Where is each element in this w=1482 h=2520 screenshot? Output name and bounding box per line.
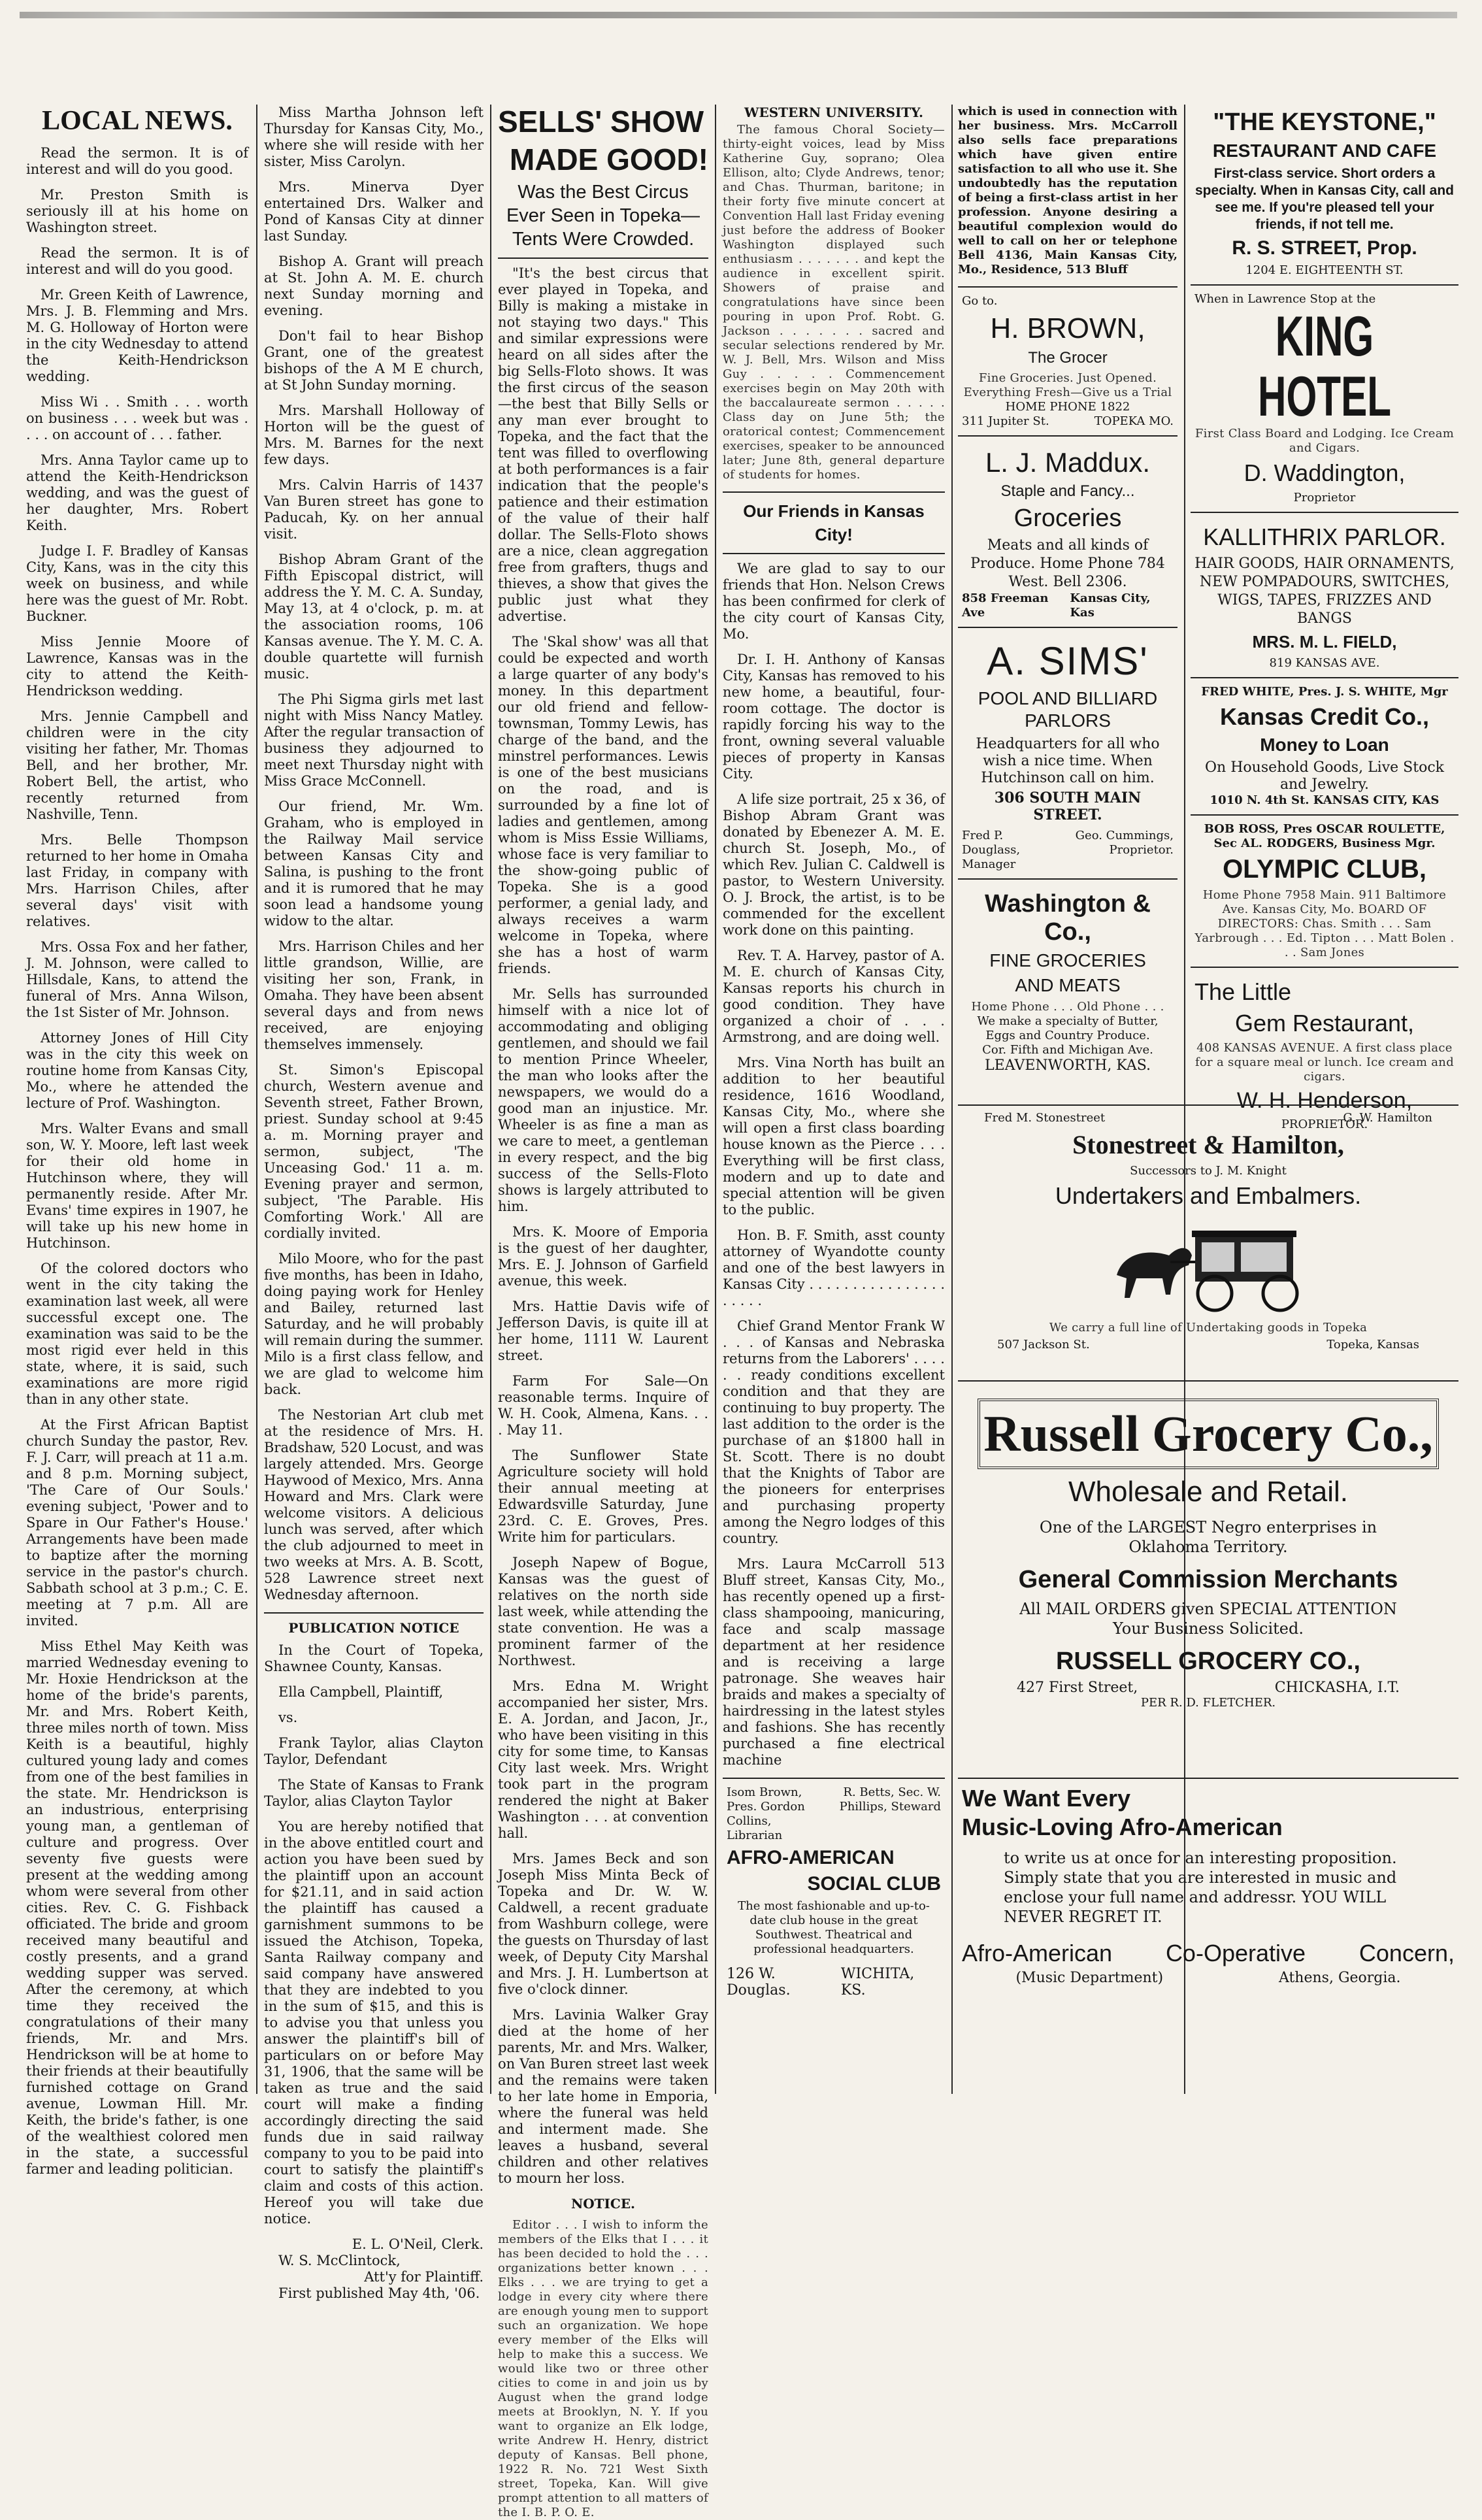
music-name-2: Co-Operative	[1165, 1940, 1306, 1966]
keystone-subtitle: RESTAURANT AND CAFE	[1212, 141, 1437, 161]
news-item: Mrs. Laura McCarroll 513 Bluff street, Kansas City, Mo., has recently opened up a first-class shampooing, manicuring, face and scalp massage department at her residence and is receiving a large patronage. She weaves hair braids and makes a specialty of hairdressing in the latest styles and fashions. She has recently purchased a fine electrical machine	[723, 1556, 945, 1768]
maddux-groceries: Groceries	[1013, 505, 1122, 532]
news-item: Of the colored doctors who went in the city taking the examination last week, all were successful except one. The examination was said to be the most rigid ever held in this state, where, it is said, such examinations are more rigid than in any other state.	[26, 1261, 248, 1407]
king-hotel-name: KING HOTEL	[1257, 305, 1392, 428]
keystone-name: "THE KEYSTONE,"	[1213, 108, 1436, 136]
keystone-proprietor: R. S. STREET, Prop.	[1232, 237, 1417, 259]
local-news-items	[26, 145, 248, 2178]
maddux-subtitle: Staple and Fancy...	[1000, 482, 1135, 500]
kallithrix-ad	[1191, 512, 1458, 677]
sims-subtitle: POOL AND BILLIARD PARLORS	[978, 688, 1158, 731]
news-item: Dr. I. H. Anthony of Kansas City, Kansas has removed to his new home, a beautiful, four-room cottage. The doctor is rapidly forcing his way to the front, owning several valuable pieces of property in Kansas City.	[723, 652, 945, 782]
olympic-description: Home Phone 7958 Main. 911 Baltimore Ave. Kansas City, Mo. BOARD OF DIRECTORS: Chas. Smith . . . Sam Yarbrough . . . Ed. Tipton . . . Matt Bolen . . . Sam Jones	[1194, 888, 1455, 959]
keystone-description: First-class service. Short orders a specialty. When in Kansas City, call and see me. If you're pleased tell your friends, if not tell me.	[1194, 166, 1454, 232]
sells-show-subheading: Was the Best Circus Ever Seen in Topeka—Tents Were Crowded.	[506, 182, 700, 250]
stonestreet-subtitle: Undertakers and Embalmers.	[1055, 1182, 1362, 1209]
credit-subtitle: Money to Loan	[1260, 735, 1389, 755]
hearse-carriage-icon	[1097, 1216, 1319, 1314]
club-name-line1: AFRO-AMERICAN	[727, 1847, 895, 1868]
russell-per: PER R. D. FLETCHER.	[1140, 1696, 1276, 1710]
notice-paragraph: In the Court of Topeka, Shawnee County, Kansas.	[264, 1642, 484, 1674]
notice-signature-attorney: W. S. McClintock,	[278, 2253, 401, 2268]
article-paragraph: Mr. Sells has surrounded himself with a nice lot of accommodating and obliging gentlemen, and should we fail to mention Prince Wheeler, the man who looks after the newspapers, we would do a good man an injustice. Mr. Wheeler is as fine a man as we care to meet, a gentleman in every respect, and the big success of the Sells-Floto shows is largely attributed to him.	[498, 986, 708, 1214]
notice-signature-role: Att'y for Plaintiff.	[364, 2269, 484, 2285]
news-item: Mrs. Jennie Campbell and children were in the city visiting her father, Mr. Thomas Bell, and her brother, Mr. Robert Bell, the artist, who recently returned from Nashville, Tenn.	[26, 708, 248, 822]
kallithrix-proprietor: MRS. M. L. FIELD,	[1252, 632, 1397, 652]
stonestreet-address: 507 Jackson St.	[997, 1338, 1090, 1351]
music-description: to write us at once for an interesting proposition. Simply state that you are interested in music and enclose your full name and addressr. YOU WILL NEVER REGRET IT.	[1004, 1849, 1397, 1926]
gem-proprietor: W. H. Henderson,	[1236, 1088, 1413, 1113]
article-paragraph: Joseph Napew of Bogue, Kansas was the guest of relatives on the north side last week, while attending the state convention. He was a prominent farmer of the Northwest.	[498, 1555, 708, 1668]
news-item: At the First African Baptist church Sunday the pastor, Rev. F. J. Carr, will preach at 11 a.m. and 8 p.m. Morning subject, 'The Care of Our Souls.' evening subject, 'Power and to Spare in Our Father's House.' Arrangements have been made to baptize after the morning service in the pastor's church. Sabbath school at 3 p.m.; C. E. meeting at 7 p.m. All are invited.	[26, 1417, 248, 1629]
kallithrix-description: HAIR GOODS, HAIR ORNAMENTS, NEW POMPADOURS, SWITCHES, WIGS, TAPES, FRIZZES AND BANGS	[1194, 555, 1455, 627]
column-two	[264, 105, 484, 2301]
washington-name: Washington & Co.,	[985, 890, 1151, 946]
russell-grocery-ad	[958, 1392, 1458, 1779]
news-item: Read the sermon. It is of interest and will do you good.	[26, 145, 248, 177]
column-rule	[951, 105, 953, 2094]
stonestreet-description: We carry a full line of Undertaking goods in Topeka	[1049, 1321, 1368, 1335]
club-address: 126 W. Douglas.	[727, 1966, 791, 1998]
club-description: The most fashionable and up-to-date club house in the great Southwest. Theatrical and professional headquarters.	[738, 1899, 930, 1956]
credit-address: 1010 N. 4th St. KANSAS CITY, KAS	[1210, 793, 1440, 807]
news-item: Mrs. Calvin Harris of 1437 Van Buren street has gone to Paducah, Ky. on her annual visit.	[264, 477, 484, 542]
washington-description: We make a specialty of Butter, Eggs and Country Produce.	[977, 1014, 1159, 1042]
news-item: Chief Grand Mentor Frank W . . . of Kansas and Nebraska returns from the Laborers' . . . . . . ready conditions excellent condition and that they are continuing to buy property. The last addition to the order is the purchase of an $1800 hall in St. Scott. There is no doubt that the Knights of Tabor are the pioneers for enterprises and purchasing property among the Negro lodges of this country.	[723, 1318, 945, 1546]
news-item: The Phi Sigma girls met last night with Miss Nancy Matley. After the regular transaction of business they adjourned to meet next Thursday night with Miss Grace McConnell.	[264, 691, 484, 789]
article-paragraph: Mrs. Edna M. Wright accompanied her sister, Mrs. E. A. Jordan, and Jacon, Jr., who have been visiting in this city for some time, to Kansas City last week. Mrs. Wright took part in the program rendered the night at Baker Washington . . . at convention hall.	[498, 1678, 708, 1841]
article-paragraph: The Sunflower State Agriculture society will hold their annual meeting at Edwardsville Saturday, June 23rd. C. E. Groves, Pres. Write him for particulars.	[498, 1448, 708, 1545]
sims-manager: Fred P. Douglass, Manager	[962, 829, 1021, 871]
news-item: Bishop Abram Grant of the Fifth Episcopal district, will address the Y. M. C. A. Sunday, May 13, at 4 o'clock, p. m. at the association rooms, 106 Kansas avenue. The Y. M. C. A. double quartette will furnish music.	[264, 552, 484, 682]
washington-sub2: AND MEATS	[1015, 975, 1121, 995]
olympic-ad	[1191, 814, 1458, 967]
music-name-1: Afro-American	[962, 1940, 1113, 1966]
sims-proprietor: Geo. Cummings, Proprietor.	[1075, 829, 1174, 857]
brown-goto: Go to.	[962, 294, 998, 308]
article-paragraph: Mrs. James Beck and son Joseph Miss Minta Beck of Topeka and Dr. W. W. Caldwell, a recent graduate from Washburn college, were the guests on Thursday of last week, of Deputy City Marshal and Mrs. J. H. Lumbertson at five o'clock dinner.	[498, 1851, 708, 1997]
notice-paragraph: The State of Kansas to Frank Taylor, alias Clayton Taylor	[264, 1777, 484, 1809]
news-item: Miss Martha Johnson left Thursday for Kansas City, Mo., where she will reside with her sister, Miss Carolyn.	[264, 105, 484, 169]
mccarroll-continued: which is used in connection with her business. Mrs. McCarroll also sells face preparations which have given entire satisfaction to all who use it. She undoubtedly has the reputation of being a first-class artist in her profession. Anyone desiring a beautiful complexion would do well to call on her or telephone Bell 4136, Main Kansas City, Mo., Residence, 513 Bluff	[958, 105, 1177, 276]
news-item: Miss Ethel May Keith was married Wednesday evening to Mr. Hoxie Hendrickson at the home of the bride's parents, Mr. and Mrs. Robert Keith, three miles north of town. Miss Keith is a beautiful, highly cultured young lady and comes from one of the best families in the state. Mr. Hendrickson is an industrious, enterprising young man, a gentleman of culture and progress. Over seventy five guests were present at the wedding among whom were several from other cities. Rev. C. G. Fishback officiated. The bride and groom received many beautiful and costly presents, and a grand wedding supper was served. After the ceremony, at which time they received the congratulations of their many friends, Mr. and Mrs. Hendrickson will be at home to their friends at their beautifully furnished cottage on Grand avenue, Lowman Hill. Mr. Keith, the bride's father, is one of the wealthiest colored men in the state, a successful farmer and leading politician.	[26, 1638, 248, 2177]
news-item: Mrs. Minerva Dyer entertained Drs. Walker and Pond of Kansas City at dinner last Sunday.	[264, 179, 484, 244]
column-rule	[256, 105, 257, 2094]
washington-phone: Home Phone . . . Old Phone . . .	[971, 1000, 1164, 1014]
article-paragraph: Farm For Sale—On reasonable terms. Inquire of W. H. Cook, Almena, Kans. . . . May 11.	[498, 1373, 708, 1438]
notice-paragraph: Ella Campbell, Plaintiff,	[278, 1684, 444, 1700]
news-item: Mrs. Marshall Holloway of Horton will be the guest of Mrs. M. Barnes for the next few days.	[264, 403, 484, 467]
brown-city: TOPEKA MO.	[1094, 414, 1174, 428]
western-university-heading: WESTERN UNIVERSITY.	[744, 105, 923, 120]
news-item: A life size portrait, 25 x 36, of Bishop Abram Grant was donated by Ebenezer A. M. E. church St. Joseph, Mo., of which Rev. Julian C. Caldwell is pastor, to Western University. O. J. Brock, the artist, is to be commended for the excellent work done on this painting.	[723, 791, 945, 938]
made-good-heading: MADE GOOD!	[509, 142, 708, 176]
king-proprietor: D. Waddington,	[1243, 459, 1406, 486]
washington-ad	[958, 878, 1177, 1080]
russell-description: One of the LARGEST Negro enterprises in Oklahoma Territory.	[1039, 1518, 1377, 1556]
kallithrix-name: KALLITHRIX PARLOR.	[1203, 523, 1446, 550]
notice-title: NOTICE.	[570, 2196, 636, 2212]
brown-description: Fine Groceries. Just Opened. Everything Fresh—Give us a Trial	[963, 371, 1172, 399]
russell-name: Russell Grocery Co.,	[978, 1399, 1439, 1469]
maddux-city: Kansas City, Kas	[1070, 591, 1151, 620]
gem-name2: Gem Restaurant,	[1234, 1010, 1415, 1036]
news-item: Rev. T. A. Harvey, pastor of A. M. E. church of Kansas City, Kansas reports his church in good condition. They have organized a choir of . . . Armstrong, and are doing well.	[723, 948, 945, 1045]
olympic-name: OLYMPIC CLUB,	[1223, 855, 1426, 884]
divider	[264, 1612, 484, 1614]
stonestreet-ad	[958, 1104, 1458, 1382]
russell-name-2: RUSSELL GROCERY CO.,	[1056, 1648, 1360, 1675]
top-edge-scan	[20, 12, 1457, 18]
news-item: Attorney Jones of Hill City was in the city this week on routine home from Kansas City, Mo., where he attended the lecture of Prof. Washington.	[26, 1030, 248, 1111]
russell-city: CHICKASHA, I.T.	[1274, 1680, 1400, 1696]
divider	[723, 553, 945, 554]
news-item: Bishop A. Grant will preach at St. John A. M. E. church next Sunday morning and evening.	[264, 254, 484, 318]
article-paragraph: Mrs. Lavinia Walker Gray died at the home of her parents, Mr. and Mrs. Walker, on Van Buren street last week and the remains were taken to her late home in Emporia, where the funeral was held and interment made. She leaves a husband, several children and other relatives to mourn her loss.	[498, 2007, 708, 2186]
news-item: We are glad to say to our friends that Hon. Nelson Crews has been confirmed for clerk of the city court of Kansas City, Mo.	[723, 561, 945, 642]
king-intro: When in Lawrence Stop at the	[1194, 292, 1376, 306]
brown-subtitle: The Grocer	[1028, 349, 1108, 367]
olympic-officers: BOB ROSS, Pres OSCAR ROULETTE, Sec AL. RODGERS, Business Mgr.	[1204, 822, 1445, 850]
sells-show-heading: SELLS' SHOW	[498, 105, 704, 139]
sims-name: A. SIMS'	[987, 639, 1149, 683]
russell-address: 427 First Street,	[1017, 1680, 1138, 1696]
column-local-news	[26, 105, 248, 2177]
washington-city: LEAVENWORTH, KAS.	[984, 1057, 1151, 1074]
stonestreet-partner-left: Fred M. Stonestreet	[984, 1111, 1106, 1125]
gem-description: 408 KANSAS AVENUE. A first class place for a square meal or lunch. Ice cream and cigars.	[1194, 1041, 1455, 1084]
maddux-ad	[958, 435, 1177, 627]
brown-phone: HOME PHONE 1822	[1005, 400, 1130, 414]
kansas-city-items	[723, 561, 945, 1768]
brown-grocer-ad	[958, 286, 1177, 435]
gem-name1: The Little	[1194, 978, 1292, 1005]
column-sells-show	[498, 105, 708, 2519]
notice-paragraph: You are hereby notified that in the above entitled court and action you have been sued by the plaintiff upon an account for $21.11, and in said action the plaintiff has caused a garnishment summons to be issued the Atchison, Topeka, Santa Railway company and said company have answered that they are indebted to you in the sum of $15, and this is to advise you that unless you answer the plaintiff's bill of particulars on or before May 31, 1906, that the same will be taken as true and the said court will make a finding accordingly directing the said funds due in said railway company to you to be paid into court to satisfy the plaintiff's claim and costs of this action. Hereof you will take due notice.	[264, 1819, 484, 2227]
column-rule	[715, 105, 716, 2094]
maddux-name: L. J. Maddux.	[985, 447, 1151, 478]
credit-ad	[1191, 677, 1458, 814]
sells-show-article	[498, 265, 708, 2187]
column-four	[723, 105, 945, 2094]
stonestreet-partner-right: G. W. Hamilton	[1343, 1111, 1432, 1125]
news-item: Judge I. F. Bradley of Kansas City, Kans, was in the city this week on business, and while here was the guest of Mr. Robt. Buckner.	[26, 543, 248, 624]
king-hotel-ad	[1191, 284, 1458, 512]
divider	[498, 257, 708, 259]
maddux-address: 858 Freeman Ave	[962, 591, 1049, 620]
local-news-heading: LOCAL NEWS.	[42, 106, 233, 136]
music-head1: We Want Every	[962, 1785, 1131, 1812]
publication-notice-body	[264, 1642, 484, 2227]
russell-subtitle: Wholesale and Retail.	[1068, 1476, 1348, 1508]
column-rule	[490, 105, 491, 2094]
sims-description: Headquarters for all who wish a nice time. When Hutchinson call on him.	[976, 736, 1160, 786]
music-head2: Music-Loving Afro-American	[962, 1814, 1283, 1840]
notice-paragraph: vs.	[278, 1710, 298, 1725]
divider	[723, 491, 945, 493]
article-paragraph: Mrs. Hattie Davis wife of Jefferson Davis, is quite ill at her home, 1111 W. Laurent street.	[498, 1299, 708, 1363]
music-name-3: Concern,	[1358, 1940, 1455, 1966]
notice-paragraph: Frank Taylor, alias Clayton Taylor, Defendant	[264, 1735, 484, 1767]
brown-address: 311 Jupiter St.	[962, 414, 1049, 428]
elks-notice: Editor . . . I wish to inform the members of the Elks that I . . . it has been decided to hold the . . . organizations better known . . . Elks . . . we are trying to get a lodge in every city where there are enough young men to support such an organization. We hope every member of the Elks will help to make this a success. We would like two or three other cities to come in and join us by August when the grand lodge meets at Brooklyn, N. Y. If you want to organize an Elk lodge, write Andrew H. Henry, district deputy of Kansas. Bell phone, 1922 R. No. 721 West Sixth street, Topeka, Kan. Will give prompt attention to all matters of the I. B. P. O. E.	[498, 2218, 708, 2519]
stonestreet-successors: Successors to J. M. Knight	[1130, 1164, 1287, 1178]
news-item: Mrs. Anna Taylor came up to attend the Keith-Hendrickson wedding, and was the guest of her daughter, Mrs. Robert Keith.	[26, 452, 248, 533]
gem-proprietor-title: PROPRIETOR.	[1281, 1118, 1368, 1131]
news-item: Mr. Green Keith of Lawrence, Mrs. J. B. Flemming and Mrs. M. G. Holloway of Horton were in the city Wednesday to attend the Keith-Hendrickson wedding.	[26, 287, 248, 384]
sims-ad	[958, 627, 1177, 878]
article-paragraph: The 'Skal show' was all that could be expected and worth a large quarter of any body's money. In this department our old friend and fellow-townsman, Tommy Lewis, has charge of the band, and the minstrel performances. Lewis is one of the best musicians on the road, and is surrounded by a fine lot of ladies and gentlemen, among whom is Miss Essie Williams, whose face is very familiar to the show-going public of Topeka. She is a good performer, a genial lady, and always receives a warm welcome in Topeka, where she has a host of warm friends.	[498, 634, 708, 976]
club-officers-right: R. Betts, Sec. W. Phillips, Steward	[839, 1785, 941, 1814]
kallithrix-address: 819 KANSAS AVE.	[1269, 656, 1380, 670]
sims-address: 306 SOUTH MAIN STREET.	[994, 789, 1142, 823]
western-university-article: The famous Choral Society—thirty-eight voices, lead by Miss Katherine Guy, soprano; Olea Ellison, alto; Clyde Andrews, tenor; and Chas. Thurman, baritone; in their forty five minute concert at Convention Hall last Friday evening just before the address of Booker Washington displayed such enthusiasm . . . . . . . and kept the audience in excellent spirit. Showers of praise and congratulations have since been pouring in upon Prof. Robt. G. Jackson . . . . . . . sacred and secular selections rendered by Mr. W. J. Bell, Mrs. Wilson and Miss Guy . . . . . Commencement exercises begin on May 20th with the baccalaureate sermon . . . . . Class day on June 5th; the oratorical contest; Commencement exercises, speaker to be announced later; June 8th, general departure of students for homes.	[723, 123, 945, 482]
stonestreet-city: Topeka, Kansas	[1326, 1338, 1419, 1351]
social-club-ad	[723, 1778, 945, 2005]
column-five	[958, 105, 1177, 1091]
maddux-meats: Meats and all kinds of Produce. Home Phone 784 West. Bell 2306.	[970, 537, 1165, 590]
news-item: Mrs. Walter Evans and small son, W. Y. Moore, left last week for their old home in Hutchinson where, they will permanently reside. After Mr. Evans' time expires in 1907, he will take up his new home in Hutchinson.	[26, 1121, 248, 1251]
king-description: First Class Board and Lodging. Ice Cream and Cigars.	[1194, 427, 1455, 455]
club-city: WICHITA, KS.	[840, 1966, 915, 1998]
notice-signature-clerk: E. L. O'Neil, Clerk.	[352, 2236, 484, 2252]
stonestreet-name: Stonestreet & Hamilton,	[1072, 1130, 1344, 1159]
washington-sub1: FINE GROCERIES	[989, 950, 1146, 970]
russell-mail: All MAIL ORDERS given SPECIAL ATTENTION Your Business Solicited.	[1019, 1600, 1397, 1638]
russell-general: General Commission Merchants	[1018, 1566, 1398, 1593]
brown-name: H. BROWN,	[990, 312, 1145, 344]
news-item: Mr. Preston Smith is seriously ill at his home on Washington street.	[26, 187, 248, 235]
news-item: Mrs. Vina North has built an addition to her beautiful residence, 1616 Woodland, Kansas City, Mo., where she will open a first class boarding house known as the Pierce . . . Everything will be first class, modern and up to date and special attention will be given to the public.	[723, 1055, 945, 1218]
news-item: Our friend, Mr. Wm. Graham, who is employed in the Railway Mail service between Kansas City and Salina, is pushing to the front and it is rumored that he may soon lead a handsome young widow to the altar.	[264, 799, 484, 929]
credit-name: Kansas Credit Co.,	[1219, 703, 1430, 730]
news-item: Mrs. Belle Thompson returned to her home in Omaha last Friday, in company with Mrs. Harrison Chiles, after several days' visit with relatives.	[26, 832, 248, 929]
news-item: Milo Moore, who for the past five months, has been in Idaho, doing paying work for Henley and Bailey, returned last Saturday, and he will probably will remain during the summer. Milo is a first class fellow, and we are glad to welcome him back.	[264, 1251, 484, 1397]
credit-description: On Household Goods, Live Stock and Jewelry.	[1205, 759, 1444, 793]
news-item: Mrs. Ossa Fox and her father, J. M. Johnson, were called to Hillsdale, Kans, to attend the funeral of Mrs. Anna Wilson, the 1st Sister of Mr. Johnson.	[26, 939, 248, 1020]
article-paragraph: Mrs. K. Moore of Emporia is the guest of her daughter, Mrs. E. J. Johnson of Garfield avenue, this week.	[498, 1224, 708, 1289]
keystone-ad	[1191, 108, 1458, 284]
news-item: Miss Jennie Moore of Lawrence, Kansas was in the city to attend the Keith-Hendrickson wedding.	[26, 634, 248, 699]
music-ad	[958, 1784, 1458, 2091]
washington-address: Cor. Fifth and Michigan Ave.	[982, 1043, 1153, 1057]
news-item: Don't fail to hear Bishop Grant, one of the greatest bishops of the A M E church, at St John Sunday morning.	[264, 328, 484, 393]
news-item: The Nestorian Art club met at the residence of Mrs. H. Bradshaw, 520 Locust, and was largely attended. Mrs. George Haywood of Mexico, Mrs. Anna Howard and Mrs. Clark were welcome visitors. A delicious lunch was served, after which the club adjourned to meet in two weeks at Mrs. A. B. Scott, 528 Lawrence street next Wednesday afternoon.	[264, 1407, 484, 1602]
news-item: Read the sermon. It is of interest and will do you good.	[26, 245, 248, 277]
notice-published-date: First published May 4th, '06.	[278, 2285, 480, 2301]
personal-items	[264, 105, 484, 1603]
music-city: Athens, Georgia.	[1278, 1970, 1401, 1986]
article-paragraph: "It's the best circus that ever played in Topeka, and Billy is making a mistake in not staying two days." This and similar expressions were heard on all sides after the big Sells-Floto shows. It was the first circus of the season—the best that Billy Sells or any man ever brought to Topeka, and the fact that the tent was filled to overflowing at both performances is a fair indication that the people's patience and their estimation of the value of their half dollar. The Sells-Floto shows are a nice, clean aggregation free from grafters, thugs and thieves, a show that gives the public just what they advertise.	[498, 265, 708, 624]
keystone-address: 1204 E. EIGHTEENTH ST.	[1245, 263, 1404, 277]
publication-notice-title: PUBLICATION NOTICE	[288, 1620, 459, 1636]
news-item: Hon. B. F. Smith, asst county attorney of Wyandotte county and one of the best lawyers in Kansas City . . . . . . . . . . . . . . . . . . . . .	[723, 1227, 945, 1308]
club-officers-left: Isom Brown, Pres. Gordon Collins, Librarian	[727, 1785, 805, 1842]
credit-officers: FRED WHITE, Pres. J. S. WHITE, Mgr	[1201, 685, 1448, 699]
kansas-city-heading: Our Friends in Kansas City!	[743, 501, 925, 544]
news-item: Miss Wi . . Smith . . . worth on business . . . week but was . . . . on account of . . . father.	[26, 394, 248, 442]
news-item: Mrs. Harrison Chiles and her little grandson, Willie, are visiting her son, Frank, in Omaha. They have been absent several days and from news received, are enjoying themselves immensely.	[264, 938, 484, 1052]
music-department: (Music Department)	[1015, 1970, 1164, 1986]
news-item: St. Simon's Episcopal church, Western avenue and Seventh street, Father Brown, priest. Sunday school at 9:45 a. m. Morning prayer and sermon, subject, 'The Unceasing God.' 11 a. m. Evening prayer and sermon, subject, 'The Parable. His Comforting Work.' All are cordially invited.	[264, 1062, 484, 1241]
club-name-line2: SOCIAL CLUB	[807, 1873, 941, 1895]
king-proprietor-title: Proprietor	[1293, 491, 1356, 505]
